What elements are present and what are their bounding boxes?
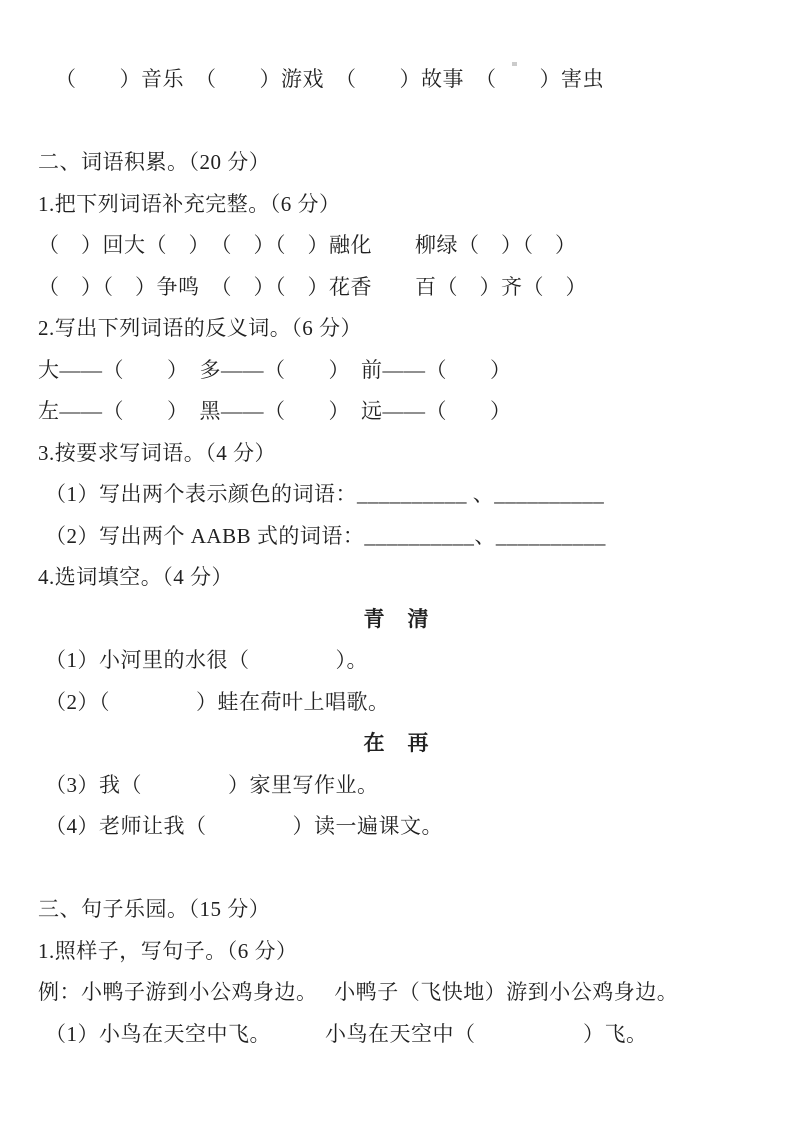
section2-q2-title: 2.写出下列词语的反义词。（6 分） — [38, 316, 362, 340]
blank-line — [38, 101, 755, 143]
scan-artifact-dot — [512, 62, 517, 66]
section2-q3-item-2: （2）写出两个 AABB 式的词语：__________、__________ — [45, 523, 606, 548]
section3-q1-example: 例：小鸭子游到小公鸡身边。 小鸭子（飞快地）游到小公鸡身边。 — [38, 980, 679, 1004]
section2-q4-item-4: （4）老师让我（ ）读一遍课文。 — [45, 814, 443, 838]
section3-heading: 三、句子乐园。（15 分） — [38, 897, 271, 921]
section2-q2-antonym-row-2: 左——（ ） 黑——（ ） 远——（ ） — [38, 399, 512, 423]
section2-q1-title: 1.把下列词语补充完整。（6 分） — [38, 191, 341, 216]
section3-q1-item-1: （1）小鸟在天空中飞。 小鸟在天空中（ ）飞。 — [45, 1021, 648, 1046]
blank-line — [38, 848, 755, 890]
section2-q4-item-2: （2）（ ）蛙在荷叶上唱歌。 — [45, 689, 390, 714]
section2-q4-choice-pair-2: 在 再 — [363, 731, 430, 755]
section2-q2-antonym-row-1: 大——（ ） 多——（ ） 前——（ ） — [38, 357, 512, 382]
section2-q4-item-1: （1）小河里的水很（ ）。 — [45, 648, 368, 672]
section3-q1-title: 1.照样子，写句子。（6 分） — [38, 938, 298, 963]
opening-fill-blank-row: （ ）音乐 （ ）游戏 （ ）故事 （ ）害虫 — [55, 67, 604, 91]
section2-q1-fill-row-1: （ ）回大（ ） （ ）（ ）融化 柳绿（ ）（ ） — [38, 233, 577, 257]
section2-q1-fill-row-2: （ ）（ ）争鸣 （ ）（ ）花香 百（ ）齐（ ） — [38, 274, 587, 299]
section2-heading: 二、词语积累。（20 分） — [38, 150, 271, 174]
section2-q3-title: 3.按要求写词语。（4 分） — [38, 440, 276, 465]
section2-q4-title: 4.选词填空。（4 分） — [38, 565, 233, 589]
section2-q4-item-3: （3）我（ ）家里写作业。 — [45, 772, 379, 797]
section2-q3-item-1: （1）写出两个表示颜色的词语：__________ 、__________ — [45, 482, 605, 506]
section2-q4-choice-pair-1: 青 清 — [363, 606, 430, 631]
